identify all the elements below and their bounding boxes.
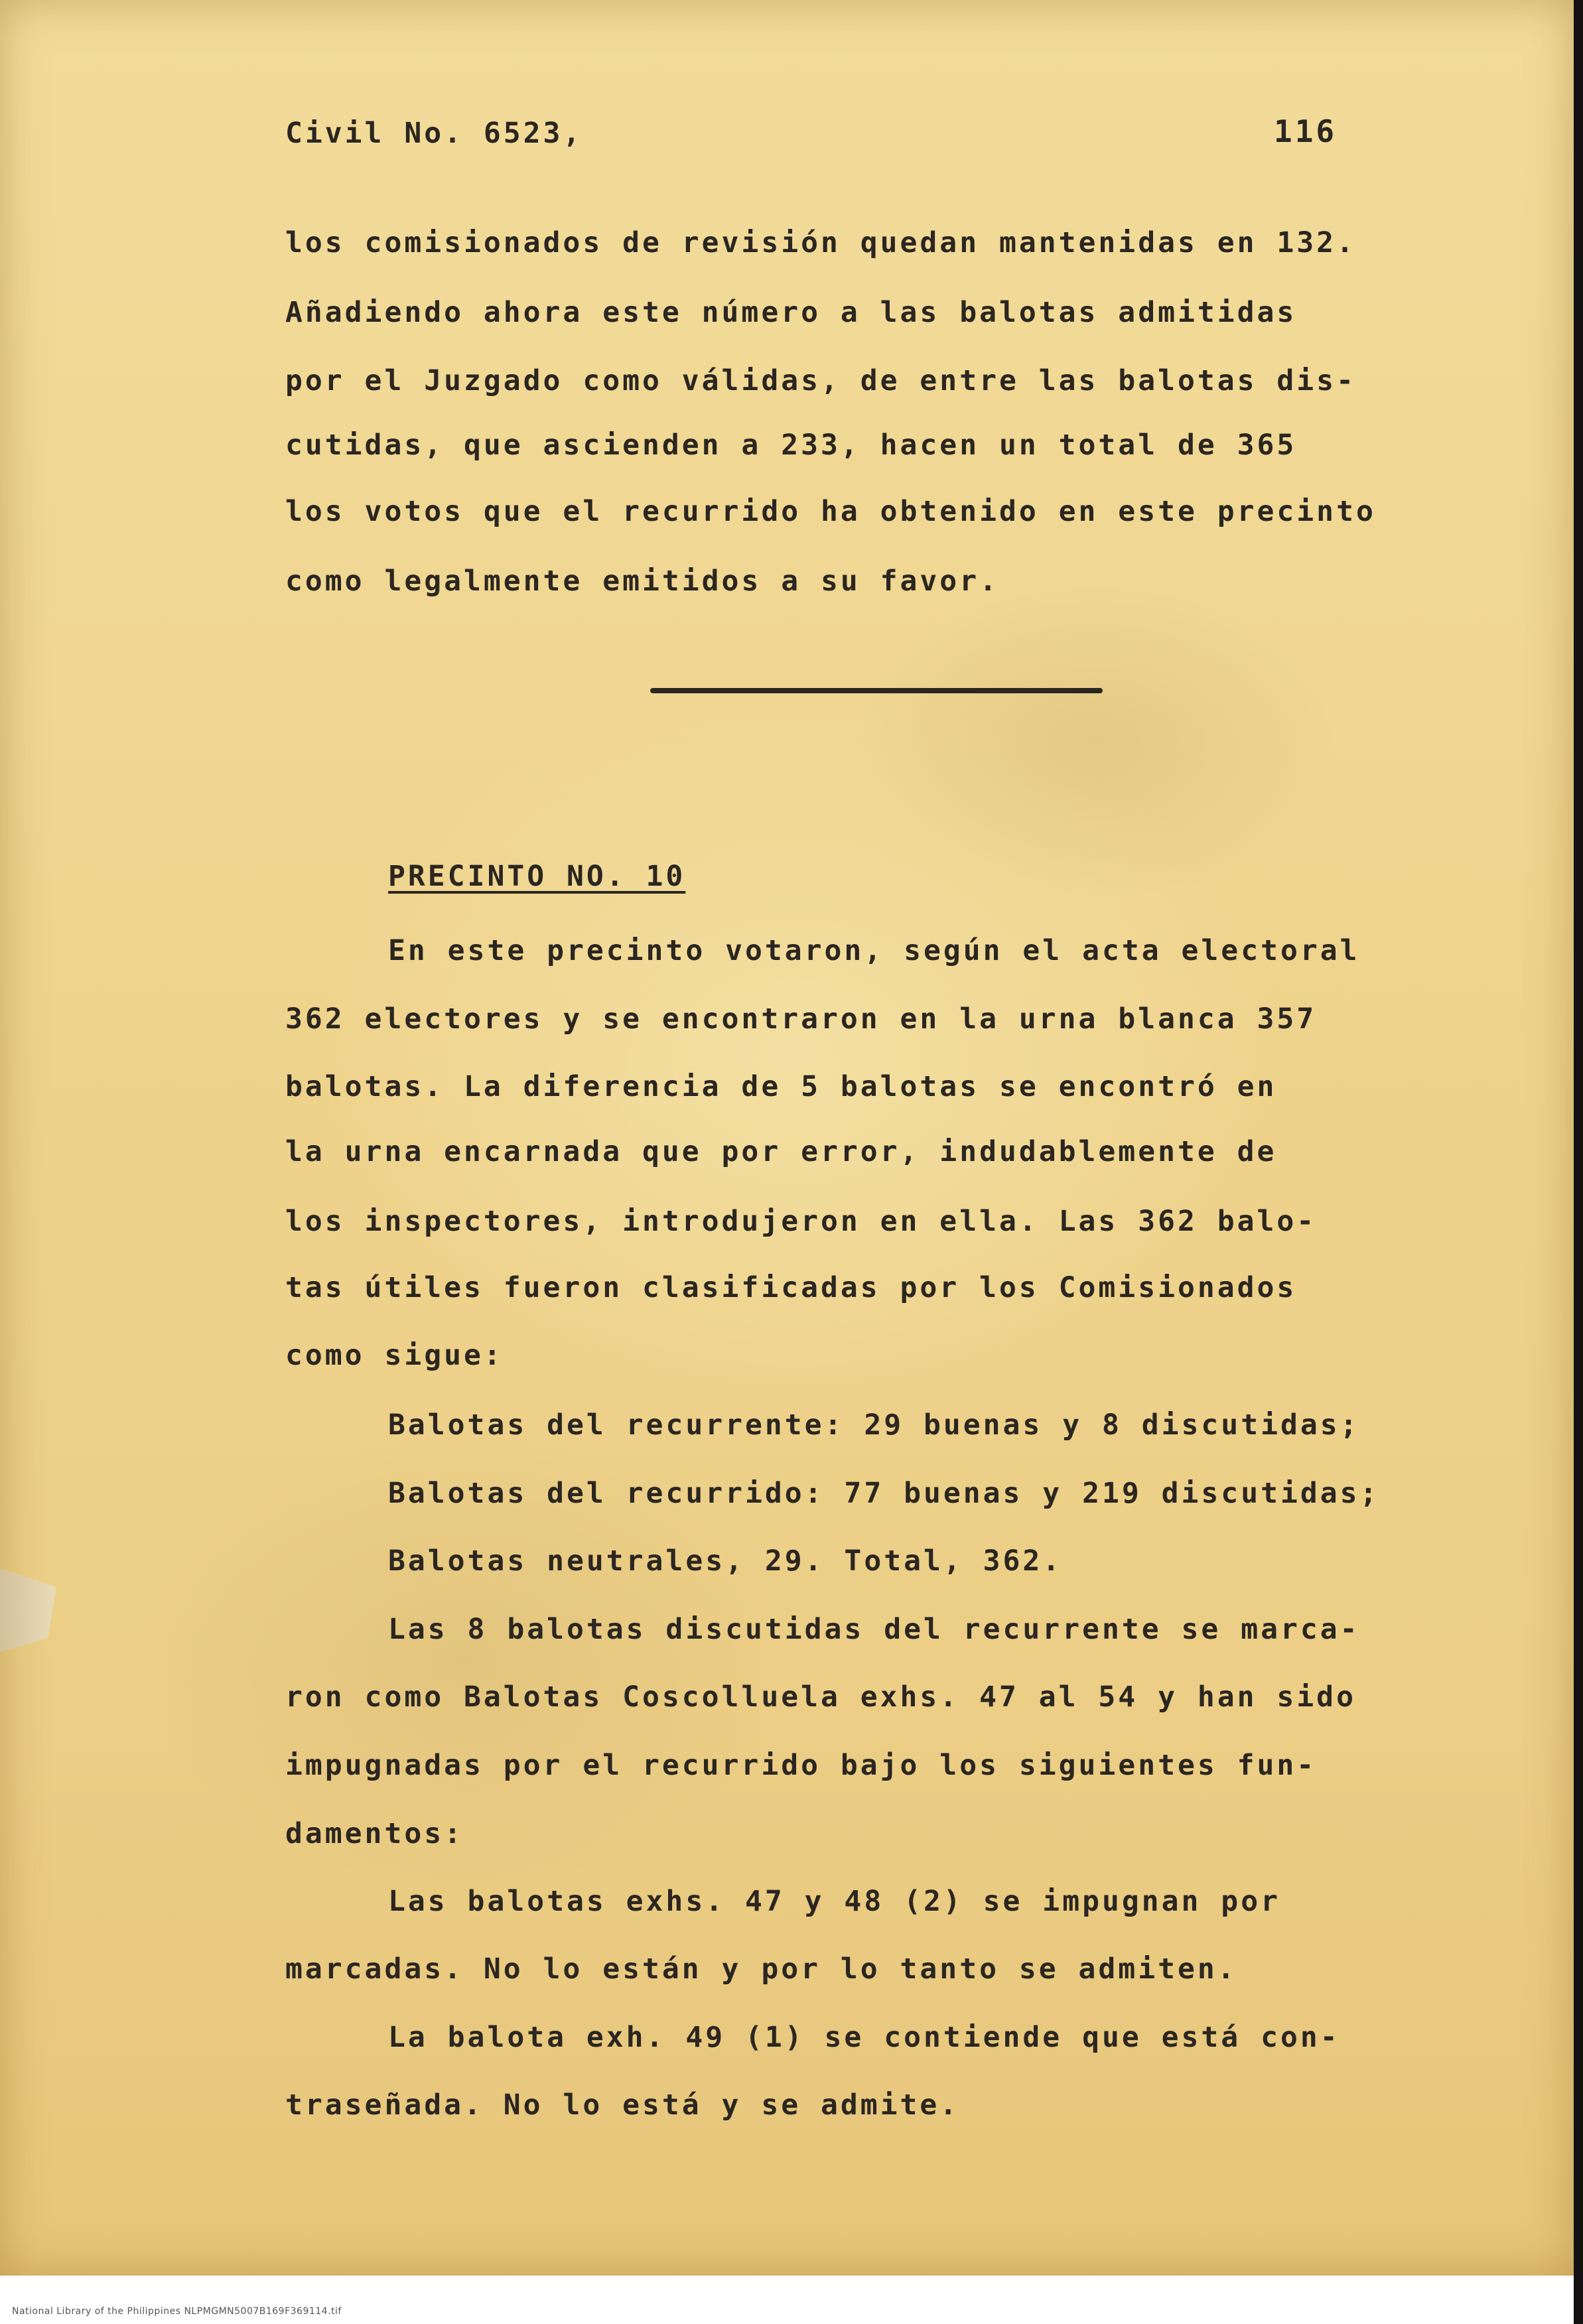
tape-residue [0, 1559, 56, 1652]
text-line: impugnadas por el recurrido bajo los siguientes fun- [285, 1749, 1317, 1782]
case-number: Civil No. 6523, [285, 117, 583, 150]
text-line: ron como Balotas Coscolluela exhs. 47 al 54 y han sido [285, 1680, 1356, 1714]
text-line: balotas. La diferencia de 5 balotas se encontró en [285, 1070, 1277, 1103]
text-line: como legalmente emitidos a su favor. [285, 565, 999, 598]
text-line: En este precinto votaron, según el acta electoral [388, 934, 1360, 967]
text-line: Añadiendo ahora este número a las balotas admitidas [285, 296, 1297, 329]
text-line: Balotas neutrales, 29. Total, 362. [388, 1544, 1063, 1578]
text-line: la urna encarnada que por error, indudablemente de [285, 1135, 1277, 1168]
text-line: los comisionados de revisión quedan mantenidas en 132. [285, 226, 1356, 259]
text-line: como sigue: [285, 1339, 504, 1372]
source-caption: National Library of the Philippines NLPMGMN5007B169F369114.tif [12, 2306, 342, 2317]
section-heading: PRECINTO NO. 10 [388, 860, 686, 893]
text-line: los inspectores, introdujeron en ella. Las 362 balo- [285, 1205, 1317, 1238]
text-line: marcadas. No lo están y por lo tanto se admiten. [285, 1952, 1237, 1986]
text-line: tas útiles fueron clasificadas por los Comisionados [285, 1271, 1297, 1304]
text-line: Balotas del recurrido: 77 buenas y 219 discutidas; [388, 1477, 1380, 1510]
footer-band [0, 2276, 1574, 2324]
page-number: 116 [1274, 113, 1338, 149]
text-line: por el Juzgado como válidas, de entre las balotas dis- [285, 364, 1356, 397]
text-line: los votos que el recurrido ha obtenido en este precinto [285, 495, 1376, 528]
text-line: traseñada. No lo está y se admite. [285, 2088, 960, 2122]
separator-rule [650, 688, 1103, 693]
text-line: cutidas, que ascienden a 233, hacen un total de 365 [285, 429, 1297, 462]
text-line: Las balotas exhs. 47 y 48 (2) se impugnan por [388, 1885, 1280, 1918]
text-line: 362 electores y se encontraron en la urna blanca 357 [285, 1002, 1317, 1036]
text-line: Las 8 balotas discutidas del recurrente se marca- [388, 1613, 1360, 1646]
text-line: Balotas del recurrente: 29 buenas y 8 discutidas; [388, 1408, 1360, 1442]
text-line: damentos: [285, 1817, 464, 1850]
text-line: La balota exh. 49 (1) se contiende que está con- [388, 2021, 1340, 2054]
scan-edge [1574, 0, 1583, 2324]
